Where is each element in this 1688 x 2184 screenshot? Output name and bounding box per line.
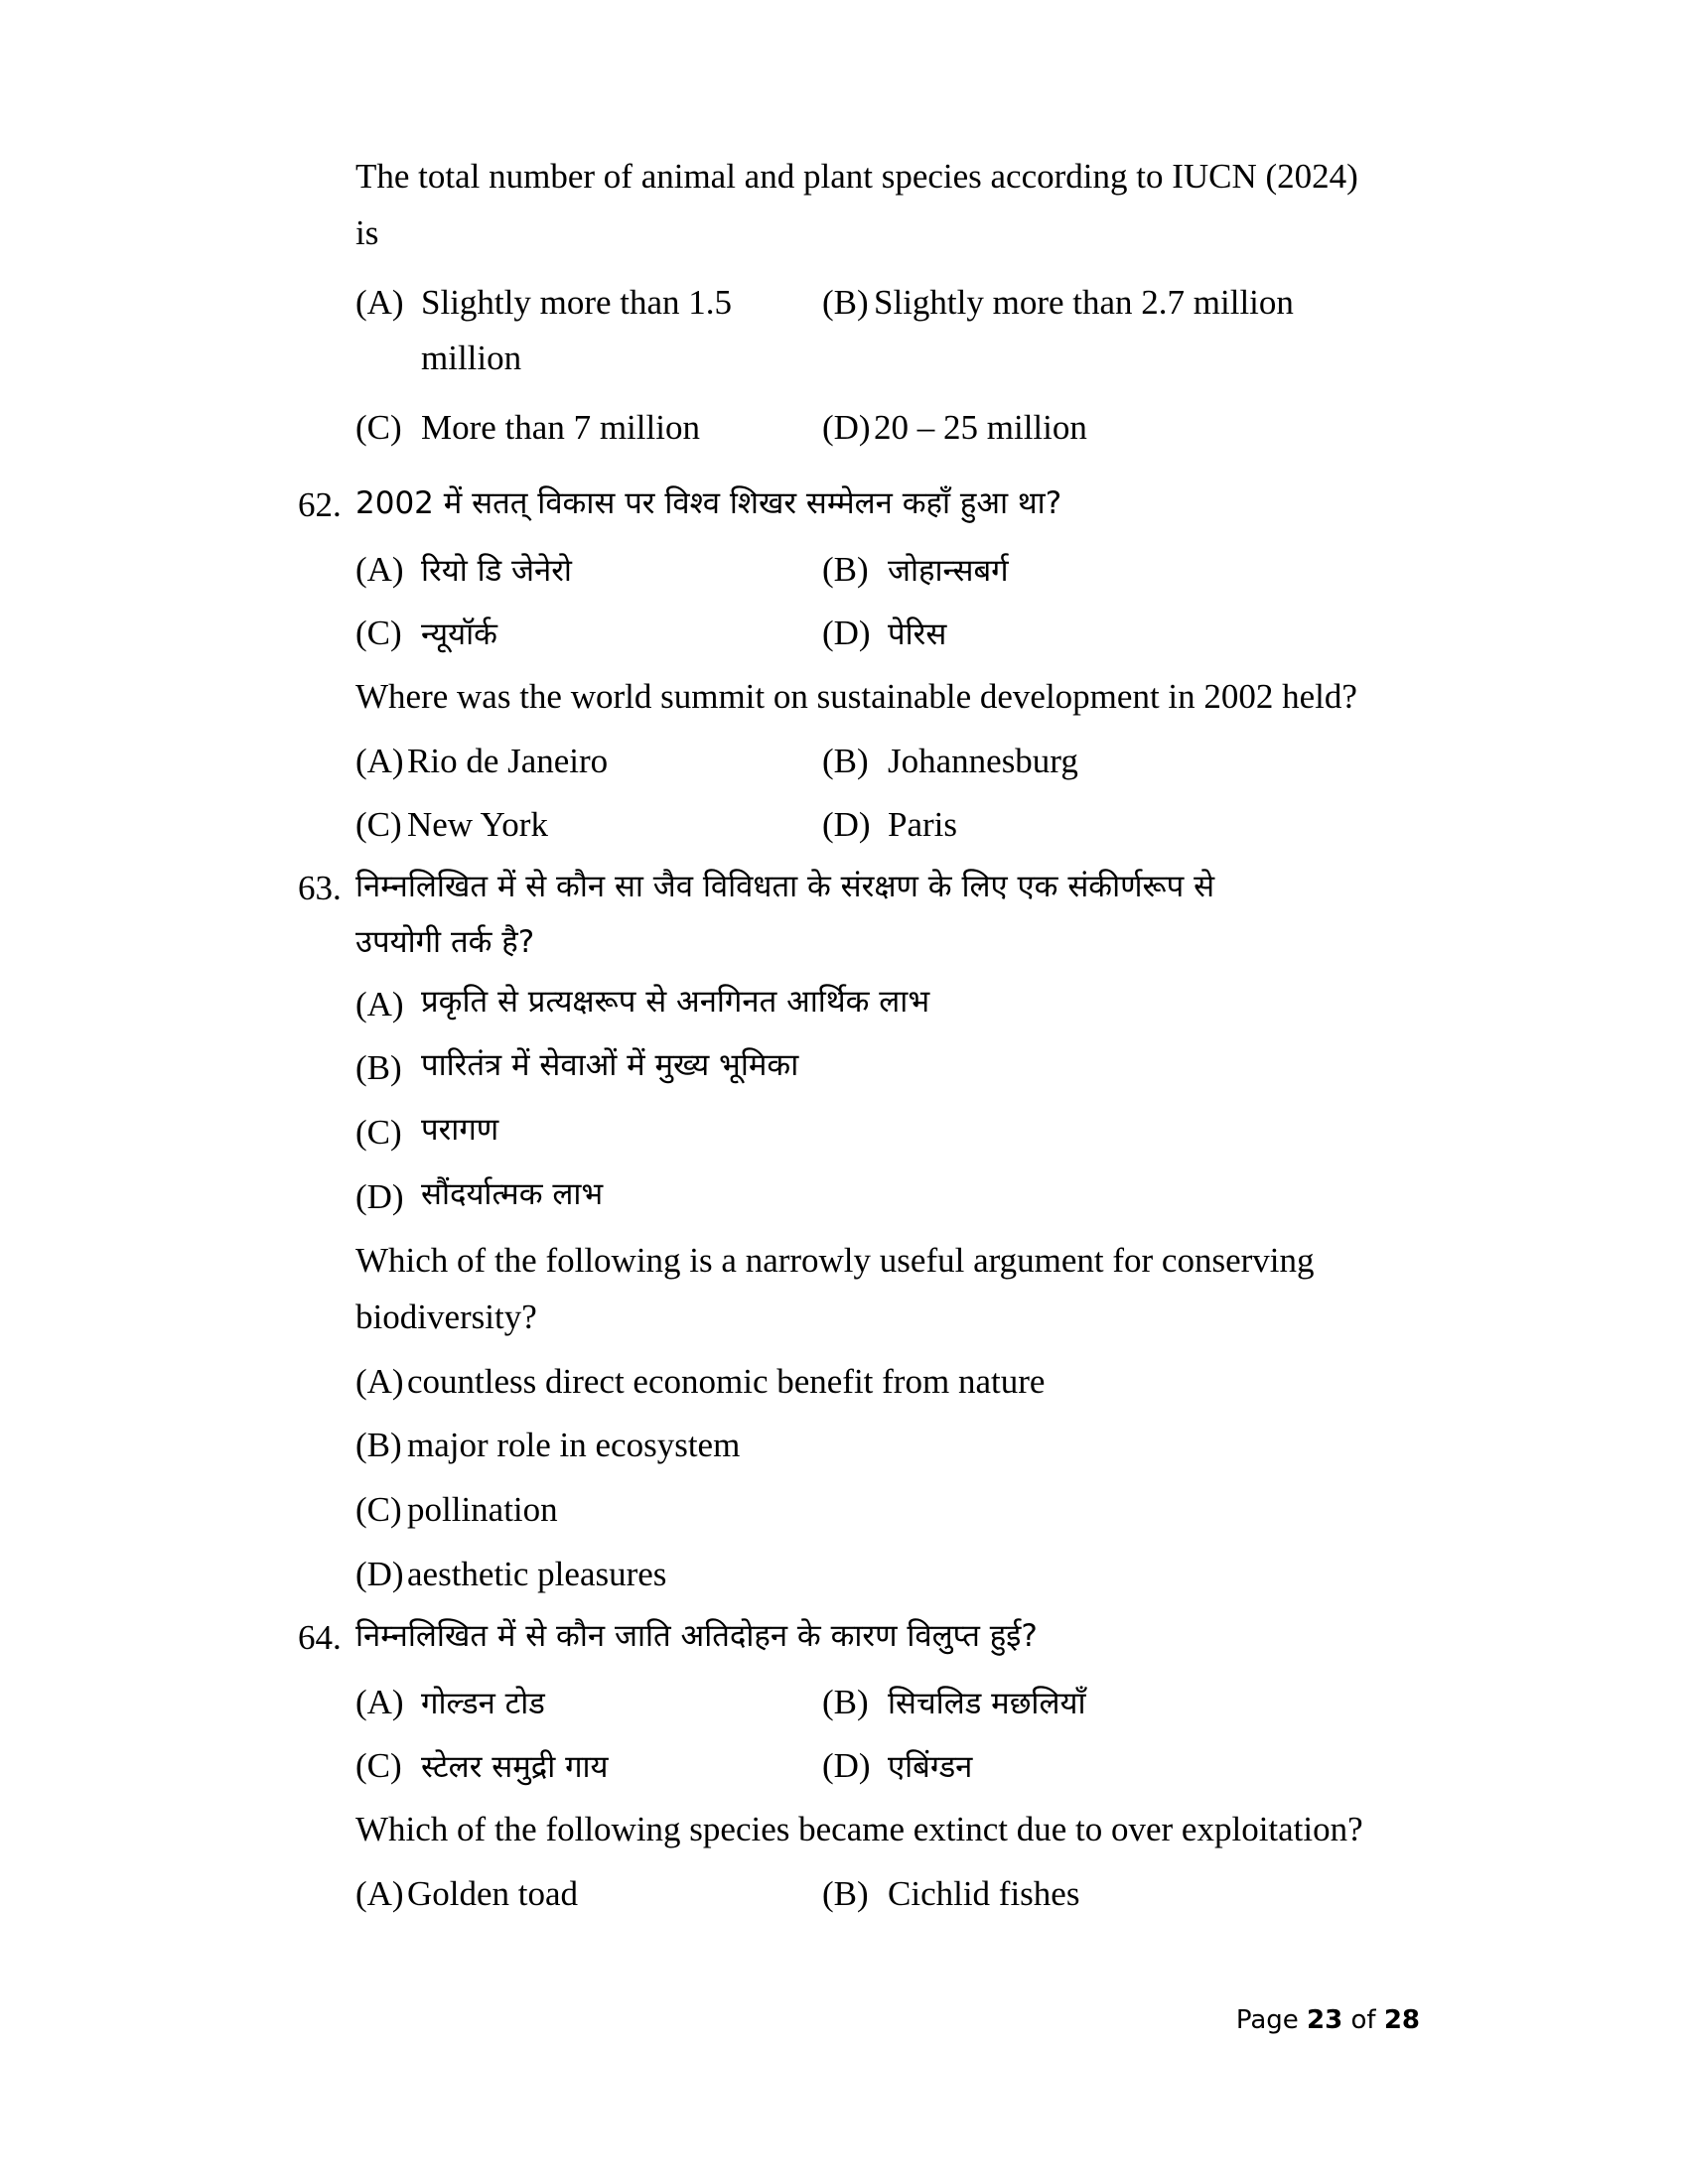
q63-english-option-d-label: (D) xyxy=(355,1554,404,1593)
q62-hindi-option-a-text: रियो डि जेनेरो xyxy=(421,553,572,590)
question-63-block xyxy=(298,861,1420,1603)
q64-hindi-options-row-ab xyxy=(355,1675,1420,1730)
q61-option-d[interactable] xyxy=(822,400,1420,456)
q63-stem-hindi-text-line1: निम्नलिखित में से कौन सा जैव विविधता के संरक्षण के लिए एक संकीर्णरूप से xyxy=(355,868,1215,904)
q63-english-option-c-label: (C) xyxy=(355,1490,402,1530)
q63-hindi-option-c[interactable] xyxy=(355,1105,1420,1161)
q63-english-option-d[interactable] xyxy=(355,1547,1420,1603)
q62-english-option-a-label: (A) xyxy=(355,741,404,780)
q64-english-options-row-ab xyxy=(355,1866,1420,1922)
q62-english-option-c-text: New York xyxy=(407,804,548,844)
q62-hindi-option-c-text: न्यूयॉर्क xyxy=(421,616,497,653)
question-61-block xyxy=(298,149,1420,456)
q64-stem-hindi-text: निम्नलिखित में से कौन जाति अतिदोहन के कारण विलुप्त हुई? xyxy=(355,1618,1038,1655)
q63-english-option-c[interactable] xyxy=(355,1482,1420,1539)
q61-stem-english-line2: is xyxy=(355,212,379,252)
q61-option-b-text: Slightly more than 2.7 million xyxy=(874,283,1294,323)
footer-page-middle: of xyxy=(1342,2005,1384,2035)
q62-hindi-option-b-label: (B) xyxy=(822,550,869,590)
q61-options-row-ab xyxy=(355,275,1420,386)
q62-english-option-a-text: Rio de Janeiro xyxy=(407,741,609,780)
q63-hindi-option-a-text: प्रकृति से प्रत्यक्षरूप से अनगिनत आर्थिक लाभ xyxy=(421,983,930,1020)
q63-number: 63. xyxy=(298,868,342,907)
q62-english-option-b-text: Johannesburg xyxy=(888,741,1078,780)
q62-hindi-option-a-label: (A) xyxy=(355,550,404,590)
q64-hindi-option-a[interactable] xyxy=(355,1675,822,1730)
q63-english-option-b-label: (B) xyxy=(355,1426,402,1465)
q62-stem-hindi xyxy=(298,478,1420,534)
footer-total-pages: 28 xyxy=(1383,2005,1420,2035)
q64-english-option-a-text: Golden toad xyxy=(407,1873,579,1913)
q64-english-option-b-text: Cichlid fishes xyxy=(888,1873,1080,1913)
q64-hindi-option-c[interactable] xyxy=(355,1738,822,1794)
q63-english-option-a-label: (A) xyxy=(355,1361,404,1401)
q61-option-c[interactable] xyxy=(355,400,822,456)
q62-english-option-d-label: (D) xyxy=(822,804,871,844)
q62-stem-hindi-text: 2002 में सतत् विकास पर विश्व शिखर सम्मेलन कहाँ हुआ था? xyxy=(355,485,1062,522)
q64-hindi-option-d[interactable] xyxy=(822,1738,1420,1794)
q63-hindi-option-d-label: (D) xyxy=(355,1176,404,1216)
q62-english-option-b-label: (B) xyxy=(822,741,869,780)
q64-hindi-option-b-label: (B) xyxy=(822,1683,869,1722)
q64-english-option-b-label: (B) xyxy=(822,1873,869,1913)
q64-hindi-option-d-text: एबिंग्डन xyxy=(888,1749,973,1786)
q61-option-c-text: More than 7 million xyxy=(421,408,700,448)
q62-english-options-row-cd xyxy=(355,797,1420,853)
q62-hindi-option-d[interactable] xyxy=(822,606,1420,661)
q63-english-option-b[interactable] xyxy=(355,1418,1420,1474)
q61-option-a-text: Slightly more than 1.5 million xyxy=(421,283,733,378)
question-62-block xyxy=(298,478,1420,852)
q62-english-options-row-ab xyxy=(355,734,1420,789)
q64-hindi-option-d-label: (D) xyxy=(822,1746,871,1786)
q63-hindi-option-b[interactable] xyxy=(355,1040,1420,1097)
q62-hindi-option-b-text: जोहान्सबर्ग xyxy=(888,553,1009,590)
q63-hindi-option-c-text: परागण xyxy=(421,1111,499,1148)
q64-stem-hindi xyxy=(298,1610,1420,1667)
q62-number: 62. xyxy=(298,485,342,525)
q63-english-option-a-text: countless direct economic benefit from nature xyxy=(407,1361,1046,1401)
footer-page-prefix: Page xyxy=(1235,2005,1308,2035)
q61-option-b[interactable] xyxy=(822,275,1420,386)
q64-english-option-a[interactable] xyxy=(355,1866,822,1922)
q62-english-option-c-label: (C) xyxy=(355,804,402,844)
q61-option-c-label: (C) xyxy=(355,408,402,448)
q64-hindi-option-b[interactable] xyxy=(822,1675,1420,1730)
q62-english-option-a[interactable] xyxy=(355,734,822,789)
q62-hindi-option-c[interactable] xyxy=(355,606,822,661)
q63-hindi-option-a-label: (A) xyxy=(355,984,404,1024)
q62-hindi-option-d-text: पेरिस xyxy=(888,616,947,653)
q61-option-b-label: (B) xyxy=(822,283,869,323)
q64-english-option-b[interactable] xyxy=(822,1866,1420,1922)
page-content xyxy=(298,149,1420,1922)
q63-hindi-option-c-label: (C) xyxy=(355,1112,402,1152)
q63-english-option-d-text: aesthetic pleasures xyxy=(407,1554,667,1593)
q63-english-option-a[interactable] xyxy=(355,1354,1420,1411)
q63-english-option-c-text: pollination xyxy=(407,1490,558,1530)
page-footer xyxy=(1236,2005,1420,2035)
q62-hindi-options-row-cd xyxy=(355,606,1420,661)
q63-hindi-option-d-text: सौंदर्यात्मक लाभ xyxy=(421,1175,604,1212)
q64-hindi-option-b-text: सिचलिड मछलियाँ xyxy=(888,1686,1086,1722)
footer-current-page: 23 xyxy=(1307,2005,1343,2035)
q63-stem-hindi-line1 xyxy=(298,861,1420,917)
q64-hindi-option-a-text: गोल्डन टोड xyxy=(421,1686,545,1722)
q63-hindi-option-b-label: (B) xyxy=(355,1048,402,1088)
q64-stem-english: Which of the following species became extinct due to over exploitation? xyxy=(355,1810,1363,1849)
q62-english-option-d-text: Paris xyxy=(888,804,957,844)
q63-stem-english-line2: biodiversity? xyxy=(355,1297,537,1336)
q63-stem-english-line1: Which of the following is a narrowly useful argument for conserving xyxy=(355,1241,1315,1281)
q63-hindi-option-a[interactable] xyxy=(355,977,1420,1033)
q62-hindi-option-d-label: (D) xyxy=(822,614,871,653)
q64-hindi-option-a-label: (A) xyxy=(355,1683,404,1722)
q63-hindi-option-d[interactable] xyxy=(355,1169,1420,1226)
question-64-block xyxy=(298,1610,1420,1921)
q64-hindi-option-c-label: (C) xyxy=(355,1746,402,1786)
q64-hindi-option-c-text: स्टेलर समुद्री गाय xyxy=(421,1749,609,1786)
q62-english-option-c[interactable] xyxy=(355,797,822,853)
q62-english-option-b[interactable] xyxy=(822,734,1420,789)
q62-hindi-option-a[interactable] xyxy=(355,542,822,598)
q61-option-d-text: 20 – 25 million xyxy=(874,408,1087,448)
q64-english-option-a-label: (A) xyxy=(355,1873,404,1913)
q64-number: 64. xyxy=(298,1618,342,1658)
q63-stem-hindi-text-line2: उपयोगी तर्क है? xyxy=(355,924,535,961)
q64-hindi-options-row-cd xyxy=(355,1738,1420,1794)
q61-option-a-label: (A) xyxy=(355,283,404,323)
q62-hindi-option-c-label: (C) xyxy=(355,614,402,653)
q61-stem-english-line1: The total number of animal and plant species according to IUCN (2024) xyxy=(355,157,1358,196)
q61-option-a[interactable] xyxy=(355,275,822,386)
q61-options-row-cd xyxy=(355,400,1420,456)
q62-hindi-option-b[interactable] xyxy=(822,542,1420,598)
q62-english-option-d[interactable] xyxy=(822,797,1420,853)
q62-hindi-options-row-ab xyxy=(355,542,1420,598)
q61-option-d-label: (D) xyxy=(822,408,871,448)
q63-hindi-option-b-text: पारितंत्र में सेवाओं में मुख्य भूमिका xyxy=(421,1047,799,1084)
q62-stem-english: Where was the world summit on sustainable development in 2002 held? xyxy=(355,677,1357,717)
q63-english-option-b-text: major role in ecosystem xyxy=(407,1426,741,1465)
